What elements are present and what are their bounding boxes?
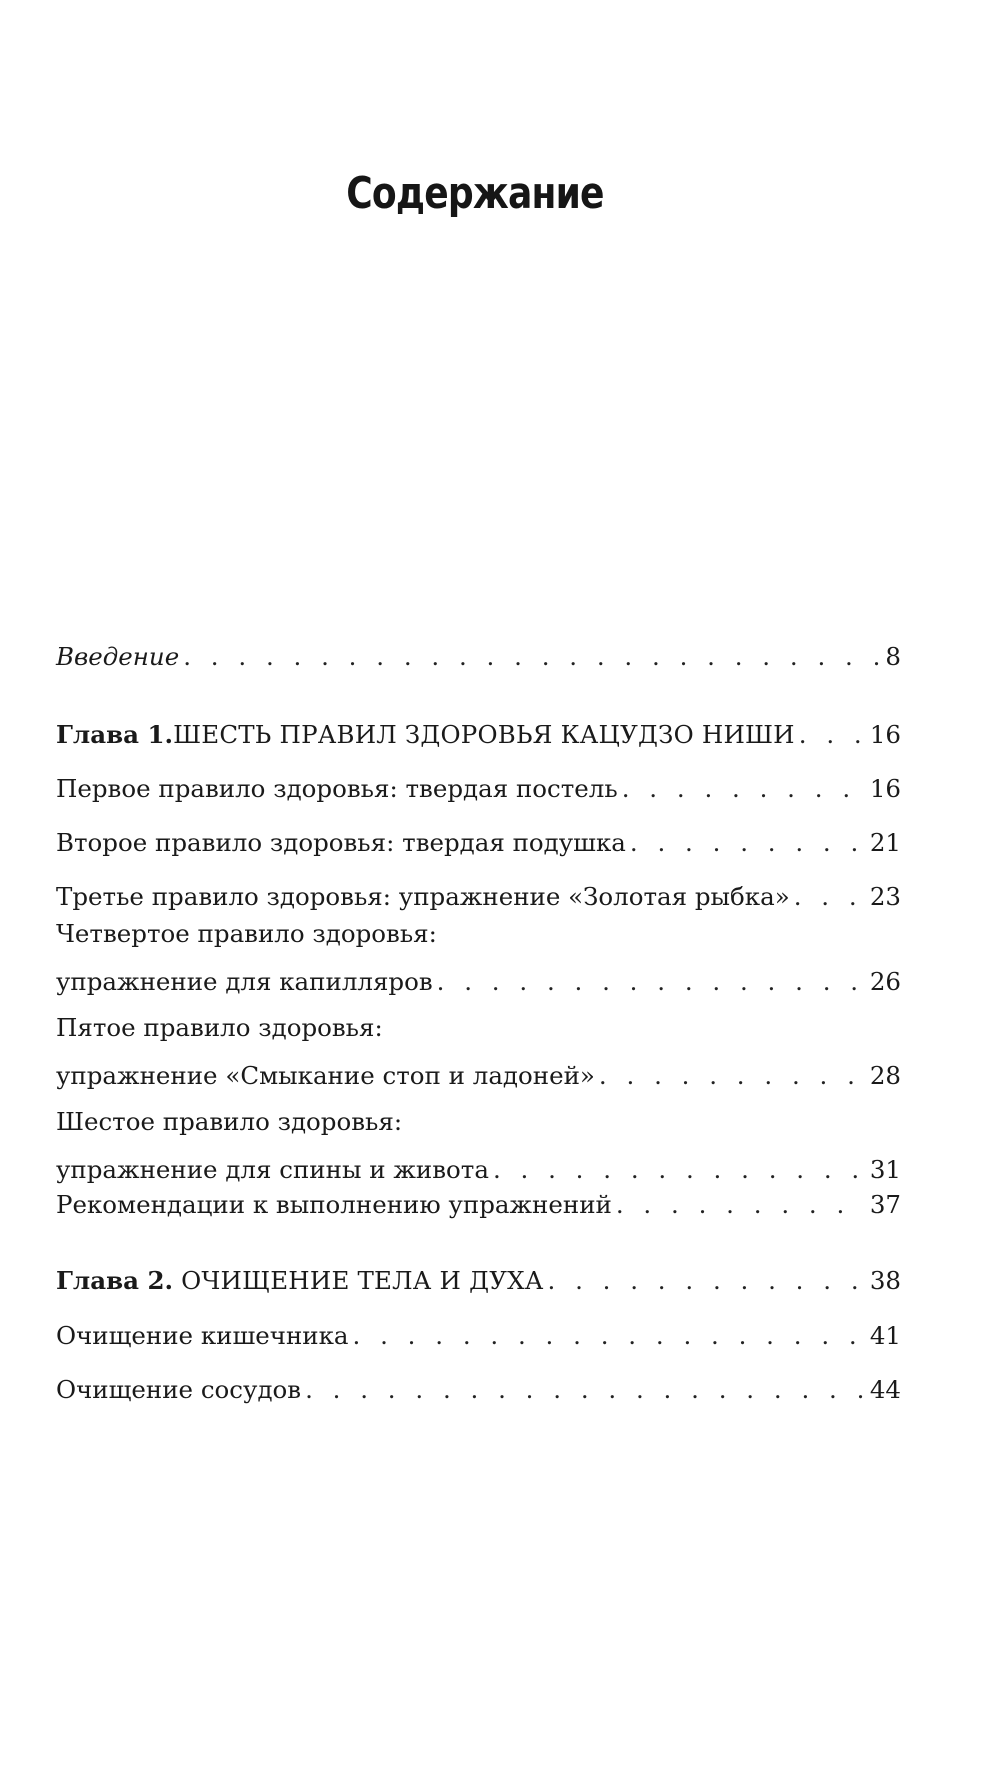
toc-entry-label: Первое правило здоровья: твердая постель — [56, 774, 618, 803]
leader-dots — [799, 723, 866, 748]
chapter-number: Глава 1. — [56, 720, 174, 749]
toc-page-number: 37 — [869, 1190, 901, 1219]
leader-dots — [630, 831, 866, 856]
leader-dots — [437, 970, 866, 995]
toc-entry-label: Второе правило здоровья: твердая подушка — [56, 828, 626, 857]
toc-page-number: 8 — [885, 642, 901, 671]
chapter-number: Глава 2. — [56, 1266, 174, 1295]
toc-entry-rule-6[interactable] — [56, 1107, 901, 1192]
toc-entry-label-line-2: упражнение для капилляров — [56, 967, 433, 996]
toc-entry-label: Очищение кишечника — [56, 1321, 349, 1350]
toc-entry-label: Рекомендации к выполнению упражнений — [56, 1190, 612, 1219]
toc-entry-recommendations[interactable] — [56, 1190, 901, 1227]
toc-page-number: 28 — [869, 1061, 901, 1090]
toc-page-number: 26 — [869, 967, 901, 996]
toc-entry-label: ОЧИЩЕНИЕ ТЕЛА И ДУХА — [181, 1266, 544, 1295]
toc-entry-vessel-cleansing[interactable] — [56, 1375, 901, 1412]
page-title: Содержание — [346, 168, 604, 219]
toc-page-number: 16 — [869, 720, 901, 749]
toc-entry-label-line-2: упражнение «Смыкание стоп и ладоней» — [56, 1061, 595, 1090]
toc-entry-intestine-cleansing[interactable] — [56, 1321, 901, 1358]
toc-entry-label: Введение — [56, 642, 180, 671]
toc-page-number: 21 — [869, 828, 901, 857]
toc-entry-label-line-1: Шестое правило здоровья: — [56, 1107, 403, 1136]
toc-entry-label: Третье правило здоровья: упражнение «Золотая рыбка» — [56, 882, 790, 911]
toc-entry-label-line-1: Пятое правило здоровья: — [56, 1013, 383, 1042]
toc-page-number: 16 — [869, 774, 901, 803]
toc-entry-rule-2[interactable] — [56, 828, 901, 865]
toc-entry-chapter-1[interactable] — [56, 720, 901, 757]
leader-dots — [599, 1064, 866, 1089]
toc-entry-rule-1[interactable] — [56, 774, 901, 811]
toc-entry-label: ШЕСТЬ ПРАВИЛ ЗДОРОВЬЯ КАЦУДЗО НИШИ — [173, 720, 795, 749]
toc-page-number: 38 — [869, 1266, 901, 1295]
toc-entry-label-line-1: Четвертое правило здоровья: — [56, 919, 437, 948]
leader-dots — [622, 777, 866, 802]
leader-dots — [548, 1269, 866, 1294]
leader-dots — [616, 1193, 866, 1218]
toc-entry-chapter-2[interactable] — [56, 1266, 901, 1303]
leader-dots — [305, 1378, 866, 1403]
toc-page-number: 23 — [869, 882, 901, 911]
leader-dots — [493, 1158, 866, 1183]
leader-dots — [794, 885, 866, 910]
toc-page-number: 44 — [869, 1375, 901, 1404]
toc-page-number: 41 — [869, 1321, 901, 1350]
toc-page-number: 31 — [869, 1155, 901, 1184]
toc-entry-label: Очищение сосудов — [56, 1375, 302, 1404]
toc-entry-label-line-2: упражнение для спины и живота — [56, 1155, 489, 1184]
toc-entry-introduction[interactable] — [56, 642, 901, 679]
toc-entry-rule-4[interactable] — [56, 919, 901, 1004]
toc-entry-rule-3[interactable] — [56, 882, 901, 919]
leader-dots — [353, 1324, 866, 1349]
toc-entry-rule-5[interactable] — [56, 1013, 901, 1098]
leader-dots — [183, 645, 881, 670]
